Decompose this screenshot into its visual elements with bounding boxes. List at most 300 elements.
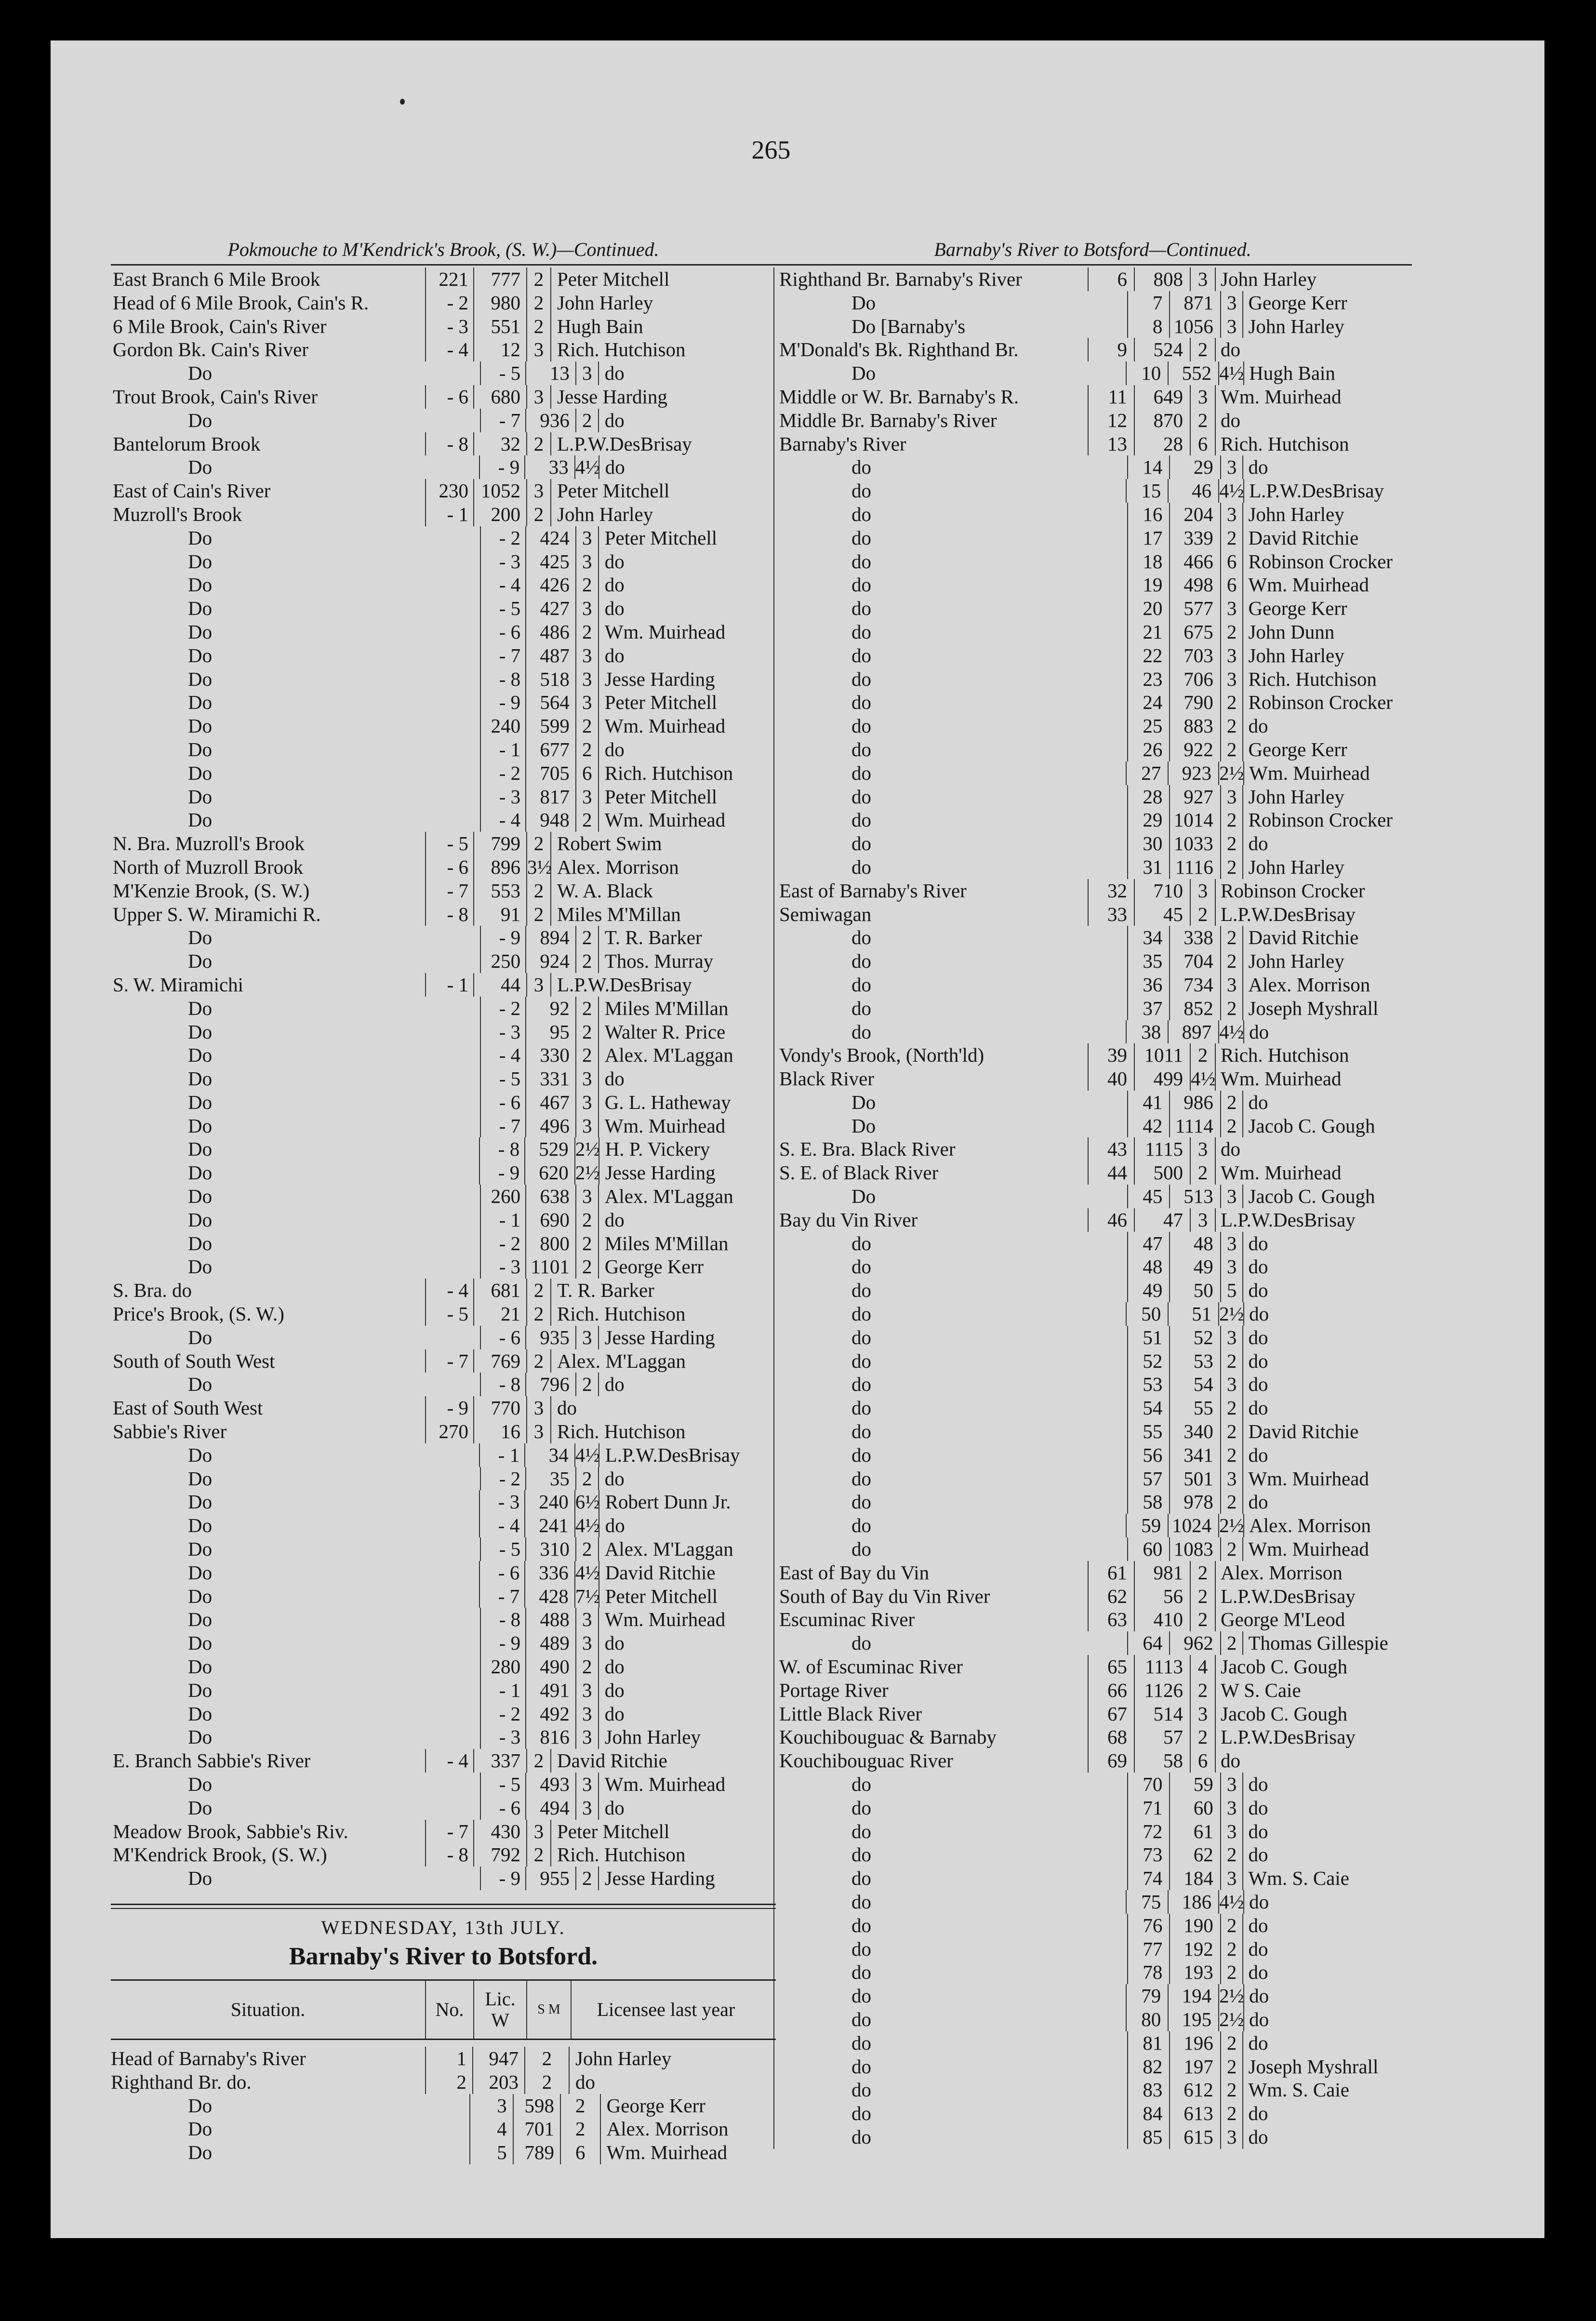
table-row [773,1020,1412,1044]
table-row [111,291,776,315]
table-row [773,1537,1412,1561]
lic-cell: 1011 [1134,1043,1190,1067]
licensee-cell: Wm. Muirhead [600,2141,776,2164]
number-cell: 250 [480,949,525,973]
miles-cell: 3 [1220,597,1243,620]
number-cell: 280 [480,1655,525,1679]
table-row [773,1443,1412,1467]
miles-cell: 3 [1190,1137,1215,1161]
miles-cell: 2 [1220,1349,1243,1373]
number-cell: 81 [1127,2031,1169,2055]
miles-cell: 3 [575,1631,598,1655]
licensee-cell: do [1242,1326,1412,1349]
situation-cell: Head of Barnaby's River [111,2047,306,2069]
lic-cell: 1056 [1169,315,1220,338]
number-cell: 55 [1127,1420,1169,1443]
lic-cell: 518 [525,667,575,691]
lic-cell: 680 [473,385,526,409]
table-row [773,1279,1412,1302]
licensee-cell: George Kerr [1242,597,1412,620]
number-cell: - 8 [480,1373,525,1396]
number-cell: 69 [1088,1749,1134,1773]
licensee-cell: do [1243,1984,1412,2008]
header-lic: Lic. W [473,1981,526,2039]
licensee-cell: Rich. Hutchison [550,1420,740,1443]
situation-cell: Do [188,1491,213,1513]
situation-cell: Do [188,1773,213,1795]
licensee-cell: Alex. M'Laggan [550,1349,740,1373]
table-row [773,1702,1412,1726]
situation-cell: do [773,1961,1127,1984]
table-row [111,855,776,879]
miles-cell: 4 [1190,1655,1215,1679]
situation-cell: Do [188,526,213,549]
table-row [111,879,776,903]
miles-cell: 2 [1220,1631,1243,1655]
situation-cell: do [773,1984,1126,2008]
lic-cell: 186 [1168,1890,1218,1914]
lic-cell: 962 [1169,1631,1220,1655]
miles-cell: 2 [526,1279,550,1302]
situation-cell: Do [188,785,213,808]
licensee-cell: do [598,1514,776,1537]
miles-cell: 2 [575,926,598,949]
table-row [773,1255,1412,1279]
situation-cell: Do [188,809,213,831]
number-cell: - 2 [425,291,473,315]
table-row [111,1137,776,1161]
licensee-cell: Robinson Crocker [1215,879,1404,903]
number-cell: 32 [1088,879,1134,903]
table-row [111,1349,776,1373]
miles-cell: 7½ [575,1585,600,1607]
licensee-cell: John Harley [1242,949,1412,973]
situation-cell: Do [188,362,213,385]
situation-cell: do [773,1420,1127,1443]
licensee-cell: do [1242,2125,1412,2149]
miles-cell: 3 [575,691,598,714]
licensee-cell: Jacob C. Gough [1215,1702,1404,1726]
situation-cell: M'Donald's Bk. Righthand Br. [773,338,1088,361]
licensee-cell: George M'Leod [1215,1608,1404,1631]
table-row [773,949,1412,973]
licensee-cell: Peter Mitchell [550,479,740,503]
lic-cell: 466 [1169,550,1220,574]
miles-cell: 3 [1220,785,1243,809]
table-row [111,550,776,574]
miles-cell: 2½ [1219,761,1244,784]
miles-cell: 5 [1220,1279,1243,1302]
licensee-cell: Wm. Muirhead [598,808,776,832]
licensee-cell: Alex. M'Laggan [598,1537,776,1561]
table-row [773,1843,1412,1867]
situation-cell: do [773,526,1127,550]
table-row [773,1679,1412,1702]
miles-cell: 2 [1220,1490,1243,1514]
number-cell: - 5 [480,361,525,385]
miles-cell: 3 [1220,644,1243,667]
miles-cell: 3 [575,785,598,809]
licensee-cell: do [1242,1091,1412,1114]
table-row [773,2125,1412,2149]
number-cell: - 4 [480,1043,525,1067]
situation-cell: Semiwagan [773,903,1088,926]
table-row [111,1655,776,1679]
situation-cell: do [773,1373,1127,1396]
number-cell: 68 [1088,1725,1134,1749]
lic-cell: 240 [524,1490,574,1514]
lic-cell: 490 [525,1655,575,1679]
table-row [111,526,776,550]
number-cell: - 5 [425,832,473,855]
lic-cell: 789 [513,2141,560,2164]
table-row [773,855,1412,879]
miles-cell: 3 [1220,1467,1243,1491]
licensee-cell: Alex. Morrison [600,2117,776,2141]
situation-cell: Do [188,950,213,973]
table-row [773,1631,1412,1655]
licensee-cell: do [1215,338,1404,361]
lic-cell: 897 [1168,1020,1218,1044]
table-row [111,1396,776,1420]
lic-cell: 336 [524,1561,574,1585]
miles-cell: 4½ [575,1514,600,1537]
miles-cell: 2 [1220,620,1243,644]
miles-cell: 3 [1220,291,1243,315]
number-cell: - 7 [425,1820,473,1843]
miles-cell: 2 [575,949,598,973]
double-rule [111,1904,776,1909]
situation-cell: Do [188,574,213,596]
table-row [111,1725,776,1749]
number-cell: - 9 [479,1161,524,1185]
lic-cell: 706 [1169,667,1220,691]
lic-cell: 44 [473,973,526,997]
miles-cell: 3 [1190,267,1215,291]
table-row [773,1067,1412,1091]
situation-cell: Righthand Br. do. [111,2070,252,2093]
number-cell: 26 [1127,738,1169,761]
situation-cell: do [773,761,1126,785]
number-cell: 17 [1127,526,1169,550]
table-row [773,315,1412,338]
left-section-title: Pokmouche to M'Kendrick's Brook, (S. W.)—Continued. [227,239,659,260]
licensee-cell: do [1215,1137,1404,1161]
table-row [773,1867,1412,1890]
situation-cell: do [773,644,1127,667]
table-row [773,1937,1412,1961]
licensee-cell: do [1242,2031,1412,2055]
lic-cell: 852 [1169,997,1220,1020]
number-cell: - 7 [480,1114,525,1138]
licensee-cell: L.P.W.DesBrisay [598,1443,776,1467]
lic-cell: 60 [1169,1796,1220,1820]
miles-cell: 3 [575,667,598,691]
table-row [111,1067,776,1091]
table-row [773,1137,1412,1161]
number-cell: 37 [1127,997,1169,1020]
number-cell: - 8 [425,1843,473,1867]
lic-cell: 91 [473,903,526,926]
table-row [111,714,776,738]
situation-cell: do [773,1796,1127,1820]
lic-cell: 564 [525,691,575,714]
number-cell: 8 [1127,315,1169,338]
miles-cell: 2 [526,432,550,456]
lic-cell: 491 [525,1679,575,1702]
licensee-cell: do [598,1631,776,1655]
table-row [111,1702,776,1726]
miles-cell: 3 [575,1773,598,1796]
licensee-cell: John Harley [1242,503,1412,526]
situation-cell: do [773,1279,1127,1302]
licensee-cell: Alex. Morrison [1242,973,1412,997]
licensee-cell: Peter Mitchell [598,785,776,809]
situation-cell: S. E. of Black River [773,1161,1088,1185]
number-cell: 39 [1088,1043,1134,1067]
situation-cell: Do [188,761,213,784]
situation-cell: do [773,1937,1127,1961]
miles-cell: 2 [1190,1043,1215,1067]
lic-cell: 1033 [1169,832,1220,855]
licensee-cell: David Ritchie [1242,526,1412,550]
number-cell: 65 [1088,1655,1134,1679]
number-cell: 36 [1127,973,1169,997]
table-row [111,432,776,456]
table-row [773,291,1412,315]
miles-cell: 2 [1220,1443,1243,1467]
licensee-cell: do [598,409,776,432]
licensee-cell: L.P.W.DesBrisay [1215,1725,1404,1749]
lic-cell: 799 [473,832,526,855]
number-cell: 73 [1127,1843,1169,1867]
situation-cell: Upper S. W. Miramichi R. [113,903,321,925]
miles-cell: 2 [524,2047,569,2070]
lic-cell: 770 [473,1396,526,1420]
miles-cell: 2 [575,1255,598,1279]
licensee-cell: Rich. Hutchison [598,761,776,785]
lic-cell: 330 [525,1043,575,1067]
table-row [773,973,1412,997]
lic-cell: 45 [1134,903,1190,926]
lic-cell: 13 [525,361,575,385]
number-cell: - 9 [425,1396,473,1420]
wednesday-section [111,1904,776,2164]
licensee-cell: Hugh Bain [550,315,740,338]
lic-cell: 339 [1169,526,1220,550]
number-cell: 80 [1126,2008,1168,2031]
table-row [111,1820,776,1843]
miles-cell: 3 [1220,667,1243,691]
licensee-cell: Jesse Harding [598,1867,776,1890]
table-row [773,1232,1412,1255]
number-cell: 260 [480,1185,525,1208]
miles-cell: 2 [1190,1585,1215,1608]
table-row [111,2141,776,2164]
situation-cell: do [773,1773,1127,1796]
number-cell: 49 [1127,1279,1169,1302]
number-cell: 44 [1088,1161,1134,1185]
situation-cell: do [773,479,1126,503]
licensee-cell: John Harley [1242,315,1412,338]
miles-cell: 2 [1220,2055,1243,2079]
licensee-cell: do [1242,1843,1412,1867]
lic-cell: 790 [1169,691,1220,714]
table-row [773,432,1412,456]
table-row [111,667,776,691]
licensee-cell: Wm. S. Caie [1242,1867,1412,1890]
licensee-cell: Wm. Muirhead [1215,1067,1404,1091]
lic-cell: 467 [525,1091,575,1114]
miles-cell: 3 [1220,1185,1243,1208]
number-cell: 85 [1127,2125,1169,2149]
miles-cell: 2 [1220,1537,1243,1561]
table-row [111,573,776,597]
licensee-cell: George Kerr [600,2094,776,2118]
miles-cell: 4½ [575,1561,600,1584]
situation-cell: Portage River [773,1679,1088,1702]
licensee-cell: Peter Mitchell [598,526,776,550]
situation-cell: Do [773,1091,1127,1114]
table-row [773,1961,1412,1984]
miles-cell: 4½ [1219,1020,1244,1043]
number-cell: 47 [1127,1232,1169,1255]
number-cell: 35 [1127,949,1169,973]
number-cell: 77 [1127,1937,1169,1961]
lic-cell: 817 [525,785,575,809]
miles-cell: 2 [1220,949,1243,973]
number-cell: 52 [1127,1349,1169,1373]
table-row [111,832,776,855]
miles-cell: 3 [1220,1255,1243,1279]
licensee-cell: do [569,2070,764,2094]
table-row [773,691,1412,714]
situation-cell: do [773,997,1127,1020]
situation-cell: East of Bay du Vin [773,1561,1088,1585]
licensee-cell: Joseph Myshrall [1242,997,1412,1020]
number-cell: 58 [1127,1490,1169,1514]
licensee-cell: L.P.W.DesBrisay [1215,903,1404,926]
lic-cell: 16 [473,1420,526,1443]
miles-cell: 4½ [575,456,600,479]
miles-cell: 2 [1220,1420,1243,1443]
licensee-cell: John Harley [1242,644,1412,667]
situation-cell: S. Bra. do [113,1279,192,1302]
lic-cell: 777 [473,267,526,291]
table-row [111,1279,776,1302]
number-cell: 42 [1127,1114,1169,1138]
number-cell: 10 [1126,361,1168,385]
lic-cell: 947 [472,2047,524,2070]
number-cell: 53 [1127,1373,1169,1396]
table-row [773,785,1412,809]
lic-cell: 1083 [1169,1537,1220,1561]
number-cell: 23 [1127,667,1169,691]
table-row [773,1396,1412,1420]
table-row [111,761,776,785]
licensee-cell: T. R. Barker [598,926,776,949]
number-cell: - 2 [480,1467,525,1491]
miles-cell: 3 [1220,1796,1243,1820]
lic-cell: 598 [513,2094,560,2118]
table-row [773,503,1412,526]
table-row [773,1114,1412,1138]
situation-cell: Little Black River [773,1702,1088,1726]
situation-cell: Do [188,1067,213,1090]
table-row [773,644,1412,667]
situation-cell: Kouchibouguac & Barnaby [773,1725,1088,1749]
licensee-cell: Wm. Muirhead [1215,1161,1404,1185]
table-row [111,903,776,926]
number-cell: - 9 [480,926,525,949]
licensee-cell: George Kerr [1242,291,1412,315]
number-cell: - 3 [480,1020,525,1044]
lic-cell: 426 [525,573,575,597]
licensee-cell: Wm. Muirhead [1215,385,1404,409]
number-cell: 221 [425,267,473,291]
situation-cell: Do [188,1655,213,1678]
table-row [773,409,1412,432]
lic-cell: 425 [525,550,575,574]
header-no: No. [425,1981,473,2039]
table-row [111,1161,776,1185]
table-row [111,1326,776,1349]
number-cell: - 4 [425,1749,473,1773]
situation-cell: Do [188,1679,213,1701]
situation-cell: Escuminac River [773,1608,1088,1631]
licensee-cell: do [1243,1020,1412,1044]
lic-cell: 498 [1169,573,1220,597]
situation-cell: Do [188,1867,213,1890]
table-row [111,2070,776,2094]
situation-cell: Do [188,1373,213,1396]
situation-cell: Do [188,2141,213,2164]
table-row [111,1773,776,1796]
situation-cell: M'Kenzie Brook, (S. W.) [113,879,310,902]
miles-cell: 3 [1190,1208,1215,1232]
situation-cell: Do [188,1255,213,1278]
number-cell: - 4 [480,808,525,832]
situation-cell: do [773,573,1127,597]
situation-cell: E. Branch Sabbie's River [113,1749,311,1772]
licensee-cell: Peter Mitchell [550,1820,740,1843]
table-row [773,761,1412,785]
miles-cell: 3 [1220,455,1243,479]
number-cell: 29 [1127,808,1169,832]
number-cell: 13 [1088,432,1134,456]
table-row [111,1373,776,1396]
lic-cell: 500 [1134,1161,1190,1185]
number-cell: 64 [1127,1631,1169,1655]
miles-cell: 2 [575,808,598,832]
licensee-cell: Rich. Hutchison [550,338,740,361]
lic-cell: 792 [473,1843,526,1867]
number-cell: 34 [1127,926,1169,949]
licensee-cell: Hugh Bain [1243,361,1412,385]
table-row [111,267,776,291]
table-row [773,1349,1412,1373]
situation-cell: Do [188,1702,213,1725]
situation-cell: Do [188,1185,213,1208]
lic-cell: 487 [525,644,575,667]
table-row [773,1796,1412,1820]
licensee-cell: do [598,573,776,597]
number-cell: 46 [1088,1208,1134,1232]
number-cell: - 1 [425,973,473,997]
situation-cell: Do [188,1608,213,1631]
miles-cell: 2 [526,1349,550,1373]
number-cell: 24 [1127,691,1169,714]
